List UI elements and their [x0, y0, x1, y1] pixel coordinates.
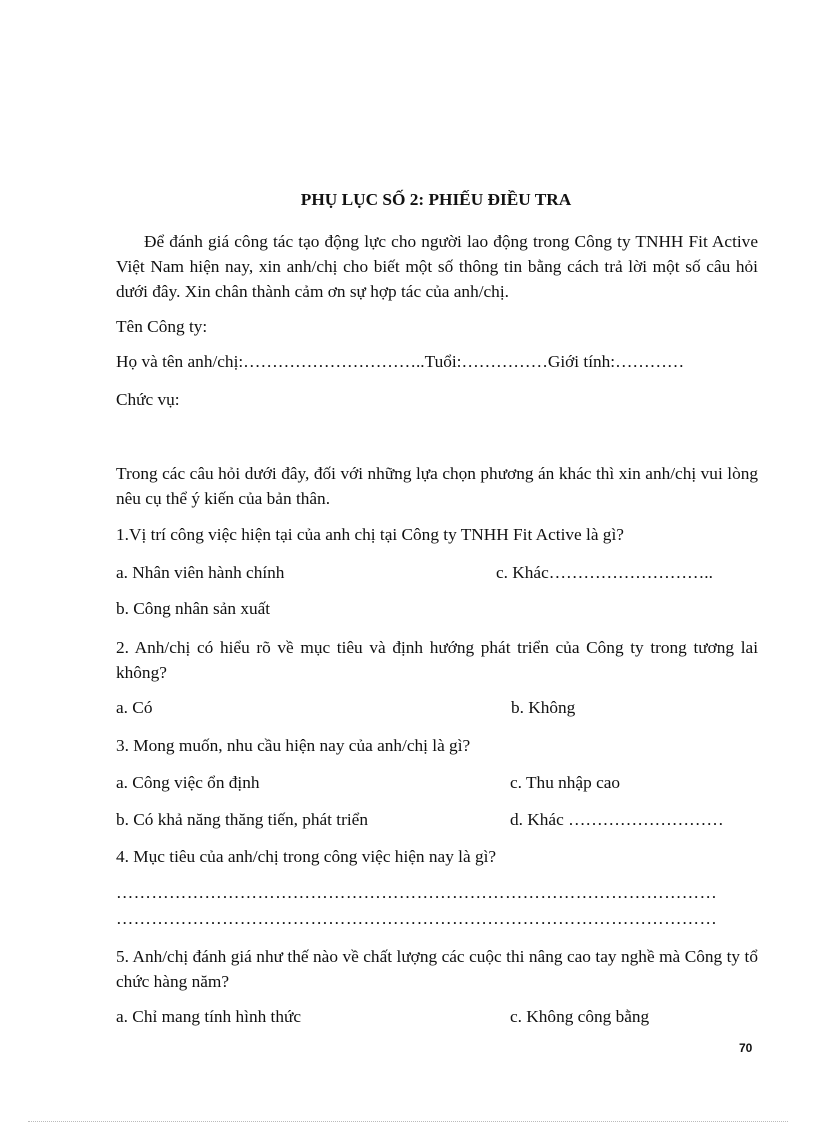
intro-paragraph: Để đánh giá công tác tạo động lực cho người lao động trong Công ty TNHH Fit Active Việt Nam hiện nay, xin anh/chị cho biết một số thông tin bằng cách trả lời một số câu hỏi dưới đây. Xin chân thành cảm ơn sự hợp tác của anh/chị.	[116, 232, 758, 301]
question-1: 1.Vị trí công việc hiện tại của anh chị tại Công ty TNHH Fit Active là gì?	[116, 525, 624, 544]
question-3: 3. Mong muốn, nhu cầu hiện nay của anh/chị là gì?	[116, 736, 471, 755]
question-2: 2. Anh/chị có hiểu rõ về mục tiêu và định hướng phát triển của Công ty trong tương lai không?	[116, 638, 758, 682]
page-bottom-divider	[28, 1121, 788, 1122]
q4-answer-line-2: …………………………………………………………………………………………	[116, 909, 718, 928]
q3-option-b: b. Có khả năng thăng tiến, phát triển	[116, 810, 368, 829]
q1-option-c: c. Khác………………………..	[496, 563, 713, 582]
question-4: 4. Mục tiêu của anh/chị trong công việc hiện nay là gì?	[116, 847, 497, 866]
question-5: 5. Anh/chị đánh giá như thế nào về chất lượng các cuộc thi nâng cao tay nghề mà Công ty tổ chức hàng năm?	[116, 947, 758, 991]
q2-option-a: a. Có	[116, 698, 153, 717]
q4-answer-line-1: …………………………………………………………………………………………	[116, 883, 718, 902]
instruction-paragraph: Trong các câu hỏi dưới đây, đối với những lựa chọn phương án khác thì xin anh/chị vui lòng nêu cụ thể ý kiến của bản thân.	[116, 464, 758, 508]
q5-option-c: c. Không công bằng	[510, 1007, 650, 1026]
q1-option-a: a. Nhân viên hành chính	[116, 563, 285, 582]
position-field-label: Chức vụ:	[116, 390, 180, 409]
q1-option-b: b. Công nhân sản xuất	[116, 599, 271, 618]
company-field-label: Tên Công ty:	[116, 317, 208, 336]
q5-option-a: a. Chỉ mang tính hình thức	[116, 1007, 302, 1026]
page-title: PHỤ LỤC SỐ 2: PHIẾU ĐIỀU TRA	[300, 190, 572, 209]
page-number: 70	[739, 1041, 753, 1055]
q3-option-c: c. Thu nhập cao	[510, 773, 621, 792]
name-age-gender-line: Họ và tên anh/chị:…………………………..Tuổi:……………Giới tính:…………	[116, 352, 685, 371]
q3-option-d: d. Khác ………………………	[510, 810, 724, 829]
q2-option-b: b. Không	[511, 698, 576, 717]
q3-option-a: a. Công việc ổn định	[116, 773, 260, 792]
